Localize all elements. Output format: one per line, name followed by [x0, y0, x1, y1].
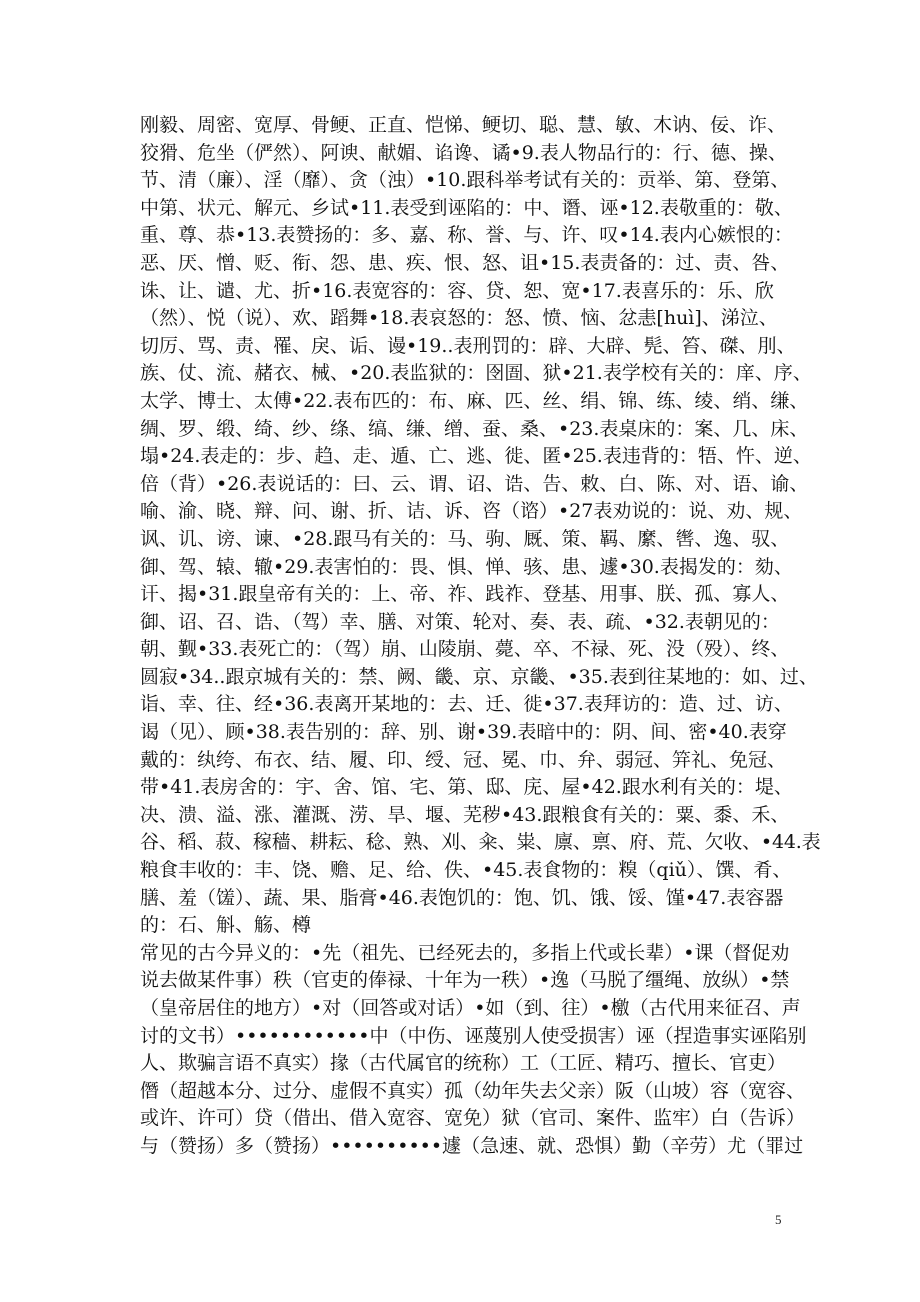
text-line: （然）、悦（说）、欢、蹈舞•18.表哀怒的：怒、愤、恼、忿恚[huì]、涕泣、 — [140, 307, 778, 330]
text-line: 切厉、骂、责、罹、戾、诟、谩•19..表刑罚的：辟、大辟、髡、笞、磔、刖、 — [140, 334, 796, 357]
text-line: 节、清（廉）、淫（靡）、贪（浊）•10.跟科举考试有关的：贡举、第、登第、 — [140, 169, 790, 192]
text-line: 重、尊、恭•13.表赞扬的：多、嘉、称、誉、与、许、叹•14.表内心嫉恨的： — [140, 224, 793, 247]
text-line: 或许、许可）贷（借出、借入宽容、宽免）狱（官司、案件、监牢）白（告诉） — [140, 1107, 806, 1130]
text-line: 太学、博士、太傅•22.表布匹的：布、麻、匹、丝、绢、锦、练、绫、绡、缣、 — [140, 389, 809, 412]
text-line: 刚毅、周密、宽厚、骨鲠、正直、恺悌、鲠切、聪、慧、敏、木讷、佞、诈、 — [140, 114, 787, 136]
text-line: 御、驾、辕、辙•29.表害怕的：畏、惧、惮、骇、患、遽•30.表揭发的：劾、 — [140, 555, 793, 578]
text-line: 常见的古今异义的：•先（祖先、已经死去的，多指上代或长辈）•课（督促劝 — [140, 941, 790, 964]
text-line: 人、欺骗言语不真实）掾（古代属官的统称）工（工匠、精巧、擅长、官吏） — [140, 1052, 787, 1075]
text-line: 族、仗、流、赭衣、械、•20.表监狱的：囹圄、狱•21.表学校有关的：庠、序、 — [140, 362, 812, 385]
text-line: 的：石、斛、觞、樽 — [140, 914, 312, 937]
text-line: 塌•24.表走的：步、趋、走、遁、亡、逃、徙、匿•25.表违背的：牾、忤、逆、 — [140, 445, 812, 468]
text-line: 讦、揭•31.跟皇帝有关的：上、帝、祚、践祚、登基、用事、朕、孤、寡人、 — [140, 583, 790, 606]
text-line: 讨的文书）••••••••••••中（中伤、诬蔑别人使受损害）诬（捏造事实诬陷别 — [140, 1024, 807, 1047]
text-line: 朝、觐•33.表死亡的：（驾）崩、山陵崩、薨、卒、不禄、死、没（殁）、终、 — [140, 638, 790, 661]
text-line: 膳、羞（馐）、蔬、果、脂膏•46.表饱饥的：饱、饥、饿、馁、馑•47.表容器 — [140, 886, 784, 909]
text-line: 粮食丰收的：丰、饶、赡、足、给、佚、•45.表食物的：糗（qiǔ）、馔、肴、 — [140, 859, 792, 882]
text-line: 喻、渝、晓、辩、问、谢、折、诘、诉、咨（谘）•27表劝说的：说、劝、规、 — [140, 500, 803, 523]
text-line: 绸、罗、缎、绮、纱、绦、缟、缣、缯、蚕、桑、•23.表桌床的：案、几、床、 — [140, 417, 809, 440]
text-line: 狡猾、危坐（俨然）、阿谀、献媚、谄谗、谲•9.表人物品行的：行、德、操、 — [140, 141, 787, 164]
text-line: 圆寂•34..跟京城有关的：禁、阙、畿、京、京畿、•35.表到往某地的：如、过、 — [140, 665, 818, 688]
text-line: 诣、幸、往、经•36.表离开某地的：去、迁、徙•37.表拜访的：造、过、访、 — [140, 693, 793, 716]
text-line: 与（赞扬）多（赞扬）••••••••••遽（急速、就、恐惧）勤（辛劳）尤（罪过 — [140, 1134, 804, 1157]
page-number: 5 — [775, 1212, 782, 1227]
text-line: 中第、状元、解元、乡试•11.表受到诬陷的：中、谮、诬•12.表敬重的：敬、 — [140, 196, 793, 219]
text-line: 诛、让、谴、尤、折•16.表宽容的：容、贷、恕、宽•17.表喜乐的：乐、欣 — [140, 279, 774, 302]
text-line: （皇帝居住的地方）•对（回答或对话）•如（到、往）•檄（古代用来征召、声 — [140, 997, 801, 1019]
body-text — [140, 112, 820, 1161]
text-line: 决、溃、溢、涨、灌溉、涝、旱、堰、芜秽•43.跟粮食有关的：粟、黍、禾、 — [140, 803, 790, 826]
text-line: 僭（超越本分、过分、虚假不真实）孤（幼年失去父亲）阪（山坡）容（宽容、 — [140, 1079, 806, 1102]
text-line: 带•41.表房舍的：宇、舍、馆、宅、第、邸、庑、屋•42.跟水利有关的：堤、 — [140, 776, 793, 799]
text-line: 讽、讥、谤、谏、•28.跟马有关的：马、驹、厩、策、羁、縻、辔、逸、驭、 — [140, 527, 790, 550]
text-line: 谷、稻、菽、稼穑、耕耘、稔、熟、刈、籴、粜、廪、禀、府、荒、欠收、•44.表 — [140, 831, 821, 854]
text-line: 谒（见）、顾•38.表告别的：辞、别、谢•39.表暗中的：阴、间、密•40.表穿 — [140, 721, 787, 744]
text-line: 戴的：纨绔、布衣、结、履、印、绶、冠、冕、巾、弁、弱冠、笄礼、免冠、 — [140, 748, 787, 771]
text-line: 御、诏、召、诰、（驾）幸、膳、对策、轮对、奏、表、疏、•32.表朝见的： — [140, 610, 780, 633]
text-line: 恶、厌、憎、贬、衔、怨、患、疾、恨、怒、诅•15.表责备的：过、责、咎、 — [140, 251, 790, 274]
text-line: 倍（背）•26.表说话的：曰、云、谓、诏、诰、告、敕、白、陈、对、语、谕、 — [140, 472, 809, 495]
text-line: 说去做某件事）秩（官吏的俸禄、十年为一秩）•逸（马脱了缰绳、放纵）•禁 — [140, 969, 790, 992]
